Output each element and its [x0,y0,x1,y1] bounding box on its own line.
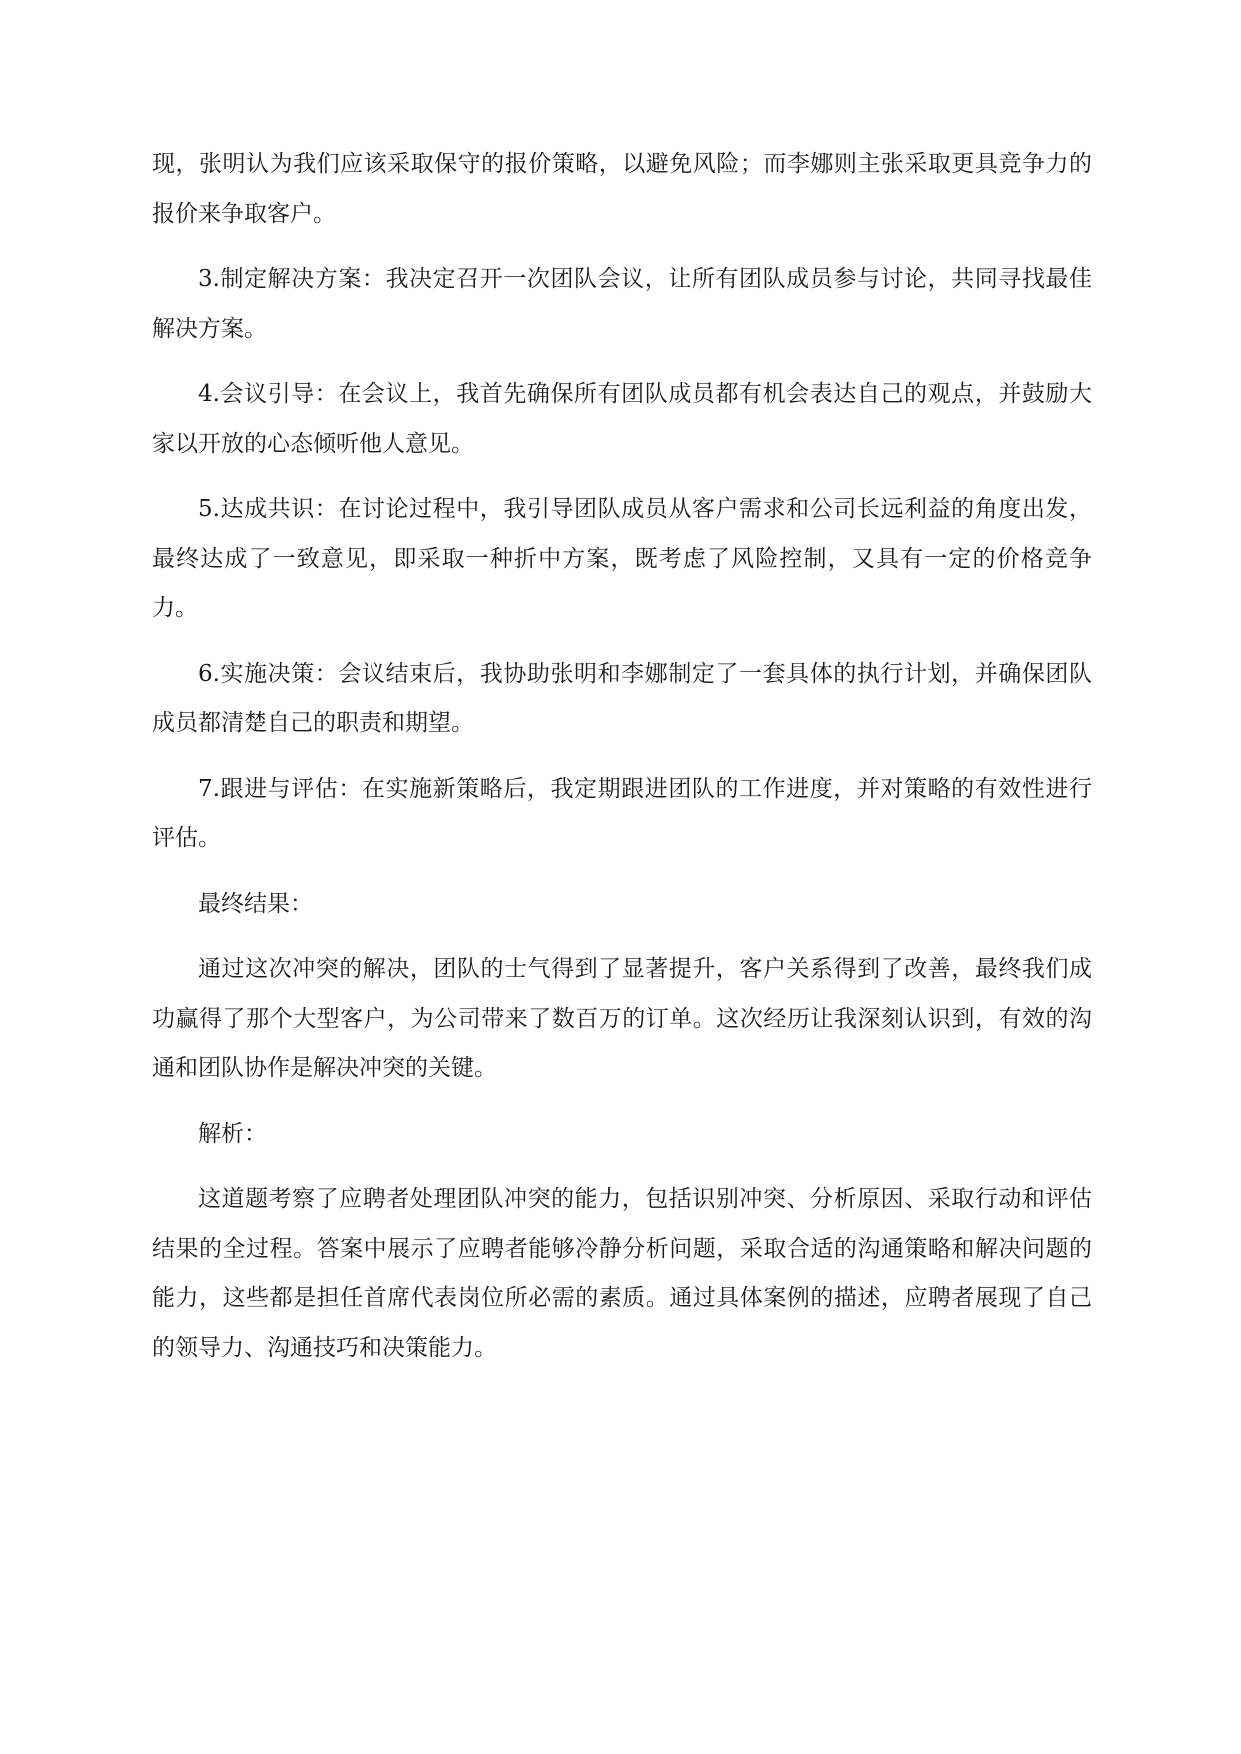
paragraph-continuation: 现，张明认为我们应该采取保守的报价策略，以避免风险；而李娜则主张采取更具竞争力的报价来争取客户。 [152,151,1092,227]
paragraph-analysis: 这道题考察了应聘者处理团队冲突的能力，包括识别冲突、分析原因、采取行动和评估结果的全过程。答案中展示了应聘者能够冷静分析问题，采取合适的沟通策略和解决问题的能力，这些都是担任首席代表岗位所必需的素质。通过具体案例的描述，应聘者展现了自己的领导力、沟通技巧和决策能力。 [152,1186,1092,1361]
paragraph-step-5: 5.达成共识：在讨论过程中，我引导团队成员从客户需求和公司长远利益的角度出发，最终达成了一致意见，即采取一种折中方案，既考虑了风险控制，又具有一定的价格竞争力。 [152,496,1092,621]
section-heading-analysis: 解析： [198,1120,267,1147]
paragraph-step-4: 4.会议引导：在会议上，我首先确保所有团队成员都有机会表达自己的观点，并鼓励大家以开放的心态倾听他人意见。 [152,381,1092,457]
paragraph-step-7: 7.跟进与评估：在实施新策略后，我定期跟进团队的工作进度，并对策略的有效性进行评估。 [152,775,1092,851]
paragraph-step-6: 6.实施决策：会议结束后，我协助张明和李娜制定了一套具体的执行计划，并确保团队成员都清楚自己的职责和期望。 [152,660,1092,736]
document-body [152,140,1092,1389]
section-heading-final-result: 最终结果： [198,890,313,917]
paragraph-step-3: 3.制定解决方案：我决定召开一次团队会议，让所有团队成员参与讨论，共同寻找最佳解决方案。 [152,266,1092,342]
paragraph-final-result: 通过这次冲突的解决，团队的士气得到了显著提升，客户关系得到了改善，最终我们成功赢得了那个大型客户，为公司带来了数百万的订单。这次经历让我深刻认识到，有效的沟通和团队协作是解决冲突的关键。 [152,956,1092,1081]
